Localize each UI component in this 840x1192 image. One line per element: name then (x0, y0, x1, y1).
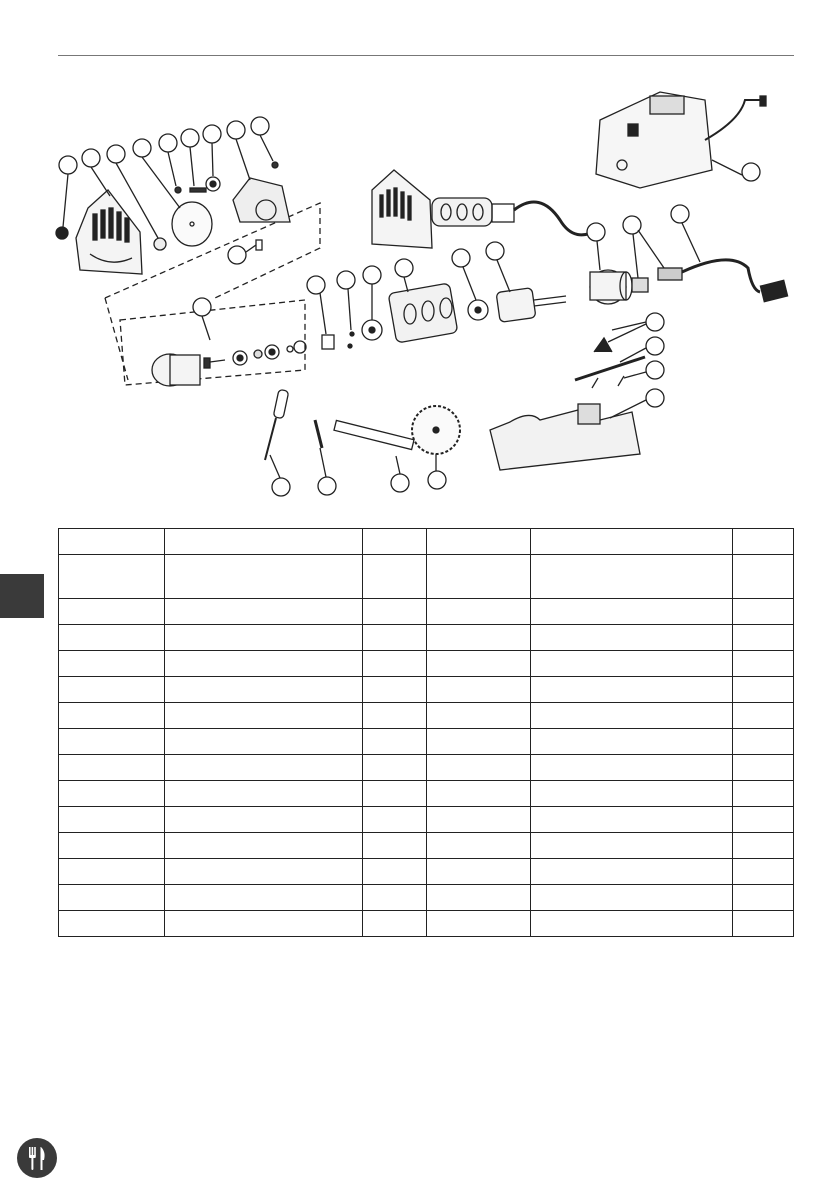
table-cell (165, 703, 363, 729)
table-cell (59, 555, 165, 599)
table-row (59, 677, 794, 703)
table-cell (363, 859, 427, 885)
table-row (59, 529, 794, 555)
guard-housing (233, 178, 290, 222)
table-cell (531, 555, 733, 599)
parts-table (58, 528, 794, 937)
table-cell (59, 911, 165, 937)
table-cell (363, 625, 427, 651)
table-row (59, 911, 794, 937)
table-cell (363, 599, 427, 625)
table-row (59, 729, 794, 755)
table-cell (165, 729, 363, 755)
lever (575, 357, 645, 380)
table-cell (733, 755, 794, 781)
table-cell (59, 529, 165, 555)
table-row (59, 703, 794, 729)
table-cell (427, 833, 531, 859)
table-cell (427, 755, 531, 781)
table-cell (531, 755, 733, 781)
table-cell (733, 529, 794, 555)
table-cell (165, 599, 363, 625)
table-cell (733, 885, 794, 911)
table-cell (531, 703, 733, 729)
table-cell (59, 703, 165, 729)
table-cell (427, 781, 531, 807)
table-cell (165, 625, 363, 651)
table-cell (59, 755, 165, 781)
table-cell (427, 599, 531, 625)
table-row (59, 833, 794, 859)
table-cell (531, 529, 733, 555)
table-cell (165, 833, 363, 859)
table-cell (59, 599, 165, 625)
table-cell (531, 599, 733, 625)
table-cell (363, 911, 427, 937)
table-cell (531, 651, 733, 677)
table-cell (531, 833, 733, 859)
table-cell (733, 911, 794, 937)
table-cell (363, 781, 427, 807)
table-cell (363, 729, 427, 755)
table-cell (59, 885, 165, 911)
table-cell (531, 729, 733, 755)
connector (632, 278, 648, 292)
table-cell (59, 807, 165, 833)
table-cell (165, 529, 363, 555)
cable (682, 260, 760, 292)
table-cell (363, 555, 427, 599)
assembled-knife (372, 170, 600, 248)
top-rule (58, 55, 794, 56)
table-cell (733, 859, 794, 885)
table-cell (59, 625, 165, 651)
table-cell (363, 833, 427, 859)
table-cell (363, 529, 427, 555)
table-row (59, 555, 794, 599)
table-cell (427, 885, 531, 911)
chuck-assembly (152, 341, 306, 386)
table-cell (531, 911, 733, 937)
table-cell (427, 807, 531, 833)
table-cell (733, 625, 794, 651)
table-cell (733, 555, 794, 599)
table-cell (363, 703, 427, 729)
screw (190, 188, 206, 192)
cutlery-icon (17, 1138, 57, 1178)
table-cell (531, 885, 733, 911)
table-cell (165, 781, 363, 807)
blade-disc (172, 202, 212, 246)
table-cell (59, 677, 165, 703)
table-cell (59, 729, 165, 755)
table-cell (59, 781, 165, 807)
saw-blade (412, 406, 460, 454)
table-cell (531, 677, 733, 703)
table-cell (363, 755, 427, 781)
table-cell (165, 807, 363, 833)
screwdriver (265, 389, 289, 460)
table-cell (531, 781, 733, 807)
table-row (59, 651, 794, 677)
table-cell (531, 807, 733, 833)
small-nut (272, 162, 278, 168)
table-row (59, 859, 794, 885)
table-cell (733, 729, 794, 755)
table-cell (427, 729, 531, 755)
table-row (59, 807, 794, 833)
table-cell (165, 555, 363, 599)
washer (154, 238, 166, 250)
table-cell (427, 677, 531, 703)
table-cell (733, 651, 794, 677)
table-cell (363, 677, 427, 703)
table-cell (427, 911, 531, 937)
table-row (59, 599, 794, 625)
knob (56, 227, 68, 239)
table-cell (733, 703, 794, 729)
table-cell (363, 651, 427, 677)
table-cell (59, 859, 165, 885)
table-cell (733, 807, 794, 833)
table-row (59, 625, 794, 651)
table-row (59, 885, 794, 911)
table-cell (427, 555, 531, 599)
handle-tube (388, 283, 458, 343)
table-cell (165, 911, 363, 937)
table-cell (733, 599, 794, 625)
table-cell (363, 885, 427, 911)
sharpening-stick (334, 420, 414, 449)
group-outline-left (105, 298, 128, 380)
motor (496, 288, 536, 323)
pin (256, 240, 262, 250)
table-cell (427, 529, 531, 555)
table-cell (733, 833, 794, 859)
table-cell (363, 807, 427, 833)
table-cell (427, 625, 531, 651)
table-cell (427, 859, 531, 885)
table-cell (165, 755, 363, 781)
table-row (59, 755, 794, 781)
table-cell (427, 703, 531, 729)
guard-cover (76, 190, 142, 274)
table-cell (531, 625, 733, 651)
table-cell (59, 651, 165, 677)
table-cell (165, 677, 363, 703)
table-cell (427, 651, 531, 677)
table-cell (733, 781, 794, 807)
nut (175, 187, 181, 193)
bushing (322, 335, 334, 349)
table-row (59, 781, 794, 807)
table-cell (733, 677, 794, 703)
section-tab-marker (0, 574, 44, 618)
spring-part (594, 338, 612, 352)
table-cell (531, 859, 733, 885)
table-cell (165, 651, 363, 677)
table-cell (59, 833, 165, 859)
exploded-parts-diagram (0, 60, 840, 500)
table-cell (165, 859, 363, 885)
subgroup-outline (120, 300, 305, 385)
table-cell (165, 885, 363, 911)
pin-tool (315, 420, 322, 448)
